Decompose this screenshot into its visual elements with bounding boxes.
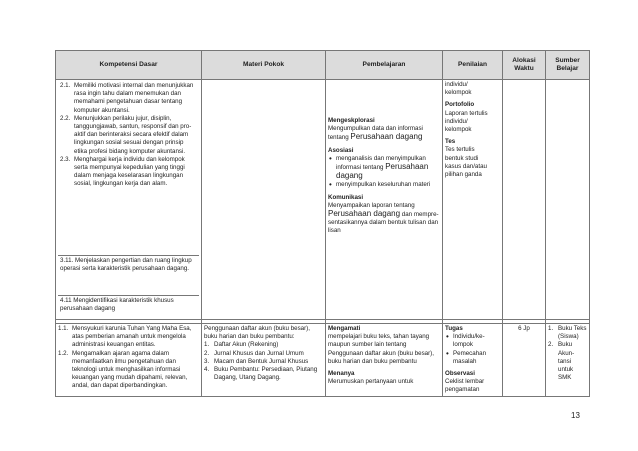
observasi-heading: Observasi <box>445 370 475 378</box>
materi-text: Daftar Akun (Rekening) <box>214 341 279 349</box>
list-item <box>328 181 440 189</box>
asosiasi-heading: Asosiasi <box>328 146 354 154</box>
pembelajaran-cell <box>326 80 443 320</box>
kd-list <box>60 82 197 189</box>
list-item <box>204 358 323 366</box>
kd-number: 2.3. <box>60 155 71 163</box>
materi-text: Buku Pembantu: Persediaan, Piutang Dagang, Utang Dagang. <box>214 366 318 382</box>
mengamati-text: mempelajari buku teks, tahan tayang maupun sumber lain tentang Penggunaan daftar akun (buku besar), buku harian dan buku pembantu <box>328 333 434 365</box>
list-item <box>60 156 197 189</box>
header-sumber-belajar: Sumber Belajar <box>546 51 590 80</box>
kd-text: Mengamalkan ajaran agama dalam memanfaatkan ilmu pengetahuan dan teknologi untuk menghasilkan informasi keuangan yang mudah dipahami, relevan, andal, dan dapat diperbandingkan. <box>72 349 188 390</box>
header-alokasi-waktu: Alokasi Waktu <box>503 51 546 80</box>
kd-text: Menghargai kerja individu dan kelompok serta mempunyai kepedulian yang tinggi dalam menjaga keselarasan lingkungan sosial, lingkungan kerja dan alam. <box>74 155 185 188</box>
komunikasi-text: Menyampaikan laporan tentang <box>328 201 415 209</box>
kd-number: 1.2. <box>58 349 69 357</box>
portofolio-heading: Portofolio <box>445 101 475 109</box>
list-item <box>548 341 587 382</box>
penilaian-cell <box>443 80 503 320</box>
tugas-heading: Tugas <box>445 325 463 332</box>
komunikasi-text-end: dan mempre-sentasikannya dalam bentuk tulisan dan lisan <box>328 211 439 235</box>
list-item <box>60 115 197 156</box>
kd-cell <box>56 324 202 397</box>
kd-4-11: 4.11 Mengidentifikasi karakteristik khusus perusahaan dagang <box>58 295 199 318</box>
tes-heading: Tes <box>445 138 456 146</box>
asosiasi-list <box>328 155 440 190</box>
materi-intro: Penggunaan daftar akun (buku besar), buku harian dan buku pembantu: <box>204 325 310 341</box>
materi-number: 3. <box>204 357 210 365</box>
page-number: 13 <box>571 411 580 420</box>
tes-text: Tes tertulis bentuk studi kasus dan/atau pilihan ganda <box>445 146 487 179</box>
materi-text: Macam dan Bentuk Jurnal Khusus <box>214 357 309 365</box>
header-row <box>56 51 590 80</box>
sumber-text: Buku Akun-tansi untuk SMK <box>558 341 575 382</box>
header-kompetensi-dasar: Kompetensi Dasar <box>56 51 202 80</box>
list-item <box>204 341 323 349</box>
eksplorasi-heading: Mengeskplorasi <box>328 117 375 124</box>
list-item <box>204 366 323 382</box>
eksplorasi-text: Mengumpulkan data dan informasi tentang <box>328 125 423 142</box>
kd-3-11: 3.11. Menjelaskan pengertian dan ruang lingkup operasi serta karakteristik perusahaan dagang. <box>58 255 199 295</box>
materi-text: Jurnal Khusus dan Jurnal Umum <box>214 349 304 357</box>
sumber-text: Buku Teks (Siswa) <box>558 325 587 341</box>
penilaian-text: individu/ kelompok <box>445 81 472 97</box>
materi-cell <box>202 80 326 320</box>
alokasi-cell <box>503 80 546 320</box>
eksplorasi-topic: Perusahaan dagang <box>350 132 423 142</box>
sumber-cell <box>546 324 590 397</box>
list-item <box>58 350 199 391</box>
header-penilaian: Penilaian <box>443 51 503 80</box>
list-item <box>204 350 323 358</box>
alokasi-value: 6 Jp <box>503 324 546 397</box>
mengamati-heading: Mengamati <box>328 325 361 332</box>
materi-number: 2. <box>204 349 210 357</box>
kd-cell <box>56 80 202 320</box>
list-item: • Pemecahan masalah <box>445 350 500 366</box>
list-item: • Individu/ke-lompok <box>445 333 500 349</box>
table-row <box>56 324 590 397</box>
kd-text: Mensyukuri karunia Tuhan Yang Maha Esa, atas pemberian amanah untuk mengelola administrasi keuangan entitas. <box>72 325 192 349</box>
asosiasi-topic: Perusahaan dagang <box>336 162 429 181</box>
materi-list <box>204 341 323 382</box>
sumber-list <box>548 325 587 382</box>
kd-text: Menunjukkan perilaku jujur, disiplin, tanggungjawab, santun, responsif dan pro-aktif dan berinteraksi secara efektif dalam lingkungan sosial sesuai dengan prinsip etika profesi bidang komputer akuntansi. <box>74 114 192 155</box>
sumber-number: 2. <box>548 341 554 349</box>
materi-number: 4. <box>204 366 210 374</box>
materi-cell <box>202 324 326 397</box>
portofolio-text: Laporan tertulis individu/ kelompok <box>445 109 488 134</box>
table-row <box>56 80 590 320</box>
asosiasi-text: menganalisis dan menyimpulkan informasi tentang <box>336 154 426 172</box>
materi-number: 1. <box>204 341 210 349</box>
kd-number: 2.1. <box>60 82 71 89</box>
menanya-text: Merumuskan pertanyaan untuk <box>328 378 414 386</box>
asosiasi-text: menyimpulkan keseluruhan materi <box>336 181 431 189</box>
menanya-heading: Menanya <box>328 370 355 378</box>
kd-list <box>58 325 199 391</box>
penilaian-cell <box>443 324 503 397</box>
header-pembelajaran: Pembelajaran <box>326 51 443 80</box>
syllabus-table <box>55 50 590 397</box>
list-item <box>328 155 440 182</box>
pembelajaran-cell <box>326 324 443 397</box>
list-item <box>60 82 197 115</box>
kd-number: 1.1. <box>58 325 69 332</box>
list-item <box>58 325 199 350</box>
header-materi-pokok: Materi Pokok <box>202 51 326 80</box>
kd-text: Memiliki motivasi internal dan menunjukkan rasa ingin tahu dalam menemukan dan memahami pengetahuan dasar tentang komputer akuntansi. <box>74 82 194 114</box>
sumber-number: 1. <box>548 325 554 332</box>
komunikasi-topic: Perusahaan dagang <box>328 209 401 219</box>
komunikasi-heading: Komunikasi <box>328 193 364 201</box>
tugas-list <box>445 333 500 366</box>
kd-number: 2.2. <box>60 114 71 122</box>
list-item <box>548 325 587 341</box>
observasi-text: Ceklist lembar pengamatan <box>445 378 485 394</box>
sumber-cell <box>546 80 590 320</box>
